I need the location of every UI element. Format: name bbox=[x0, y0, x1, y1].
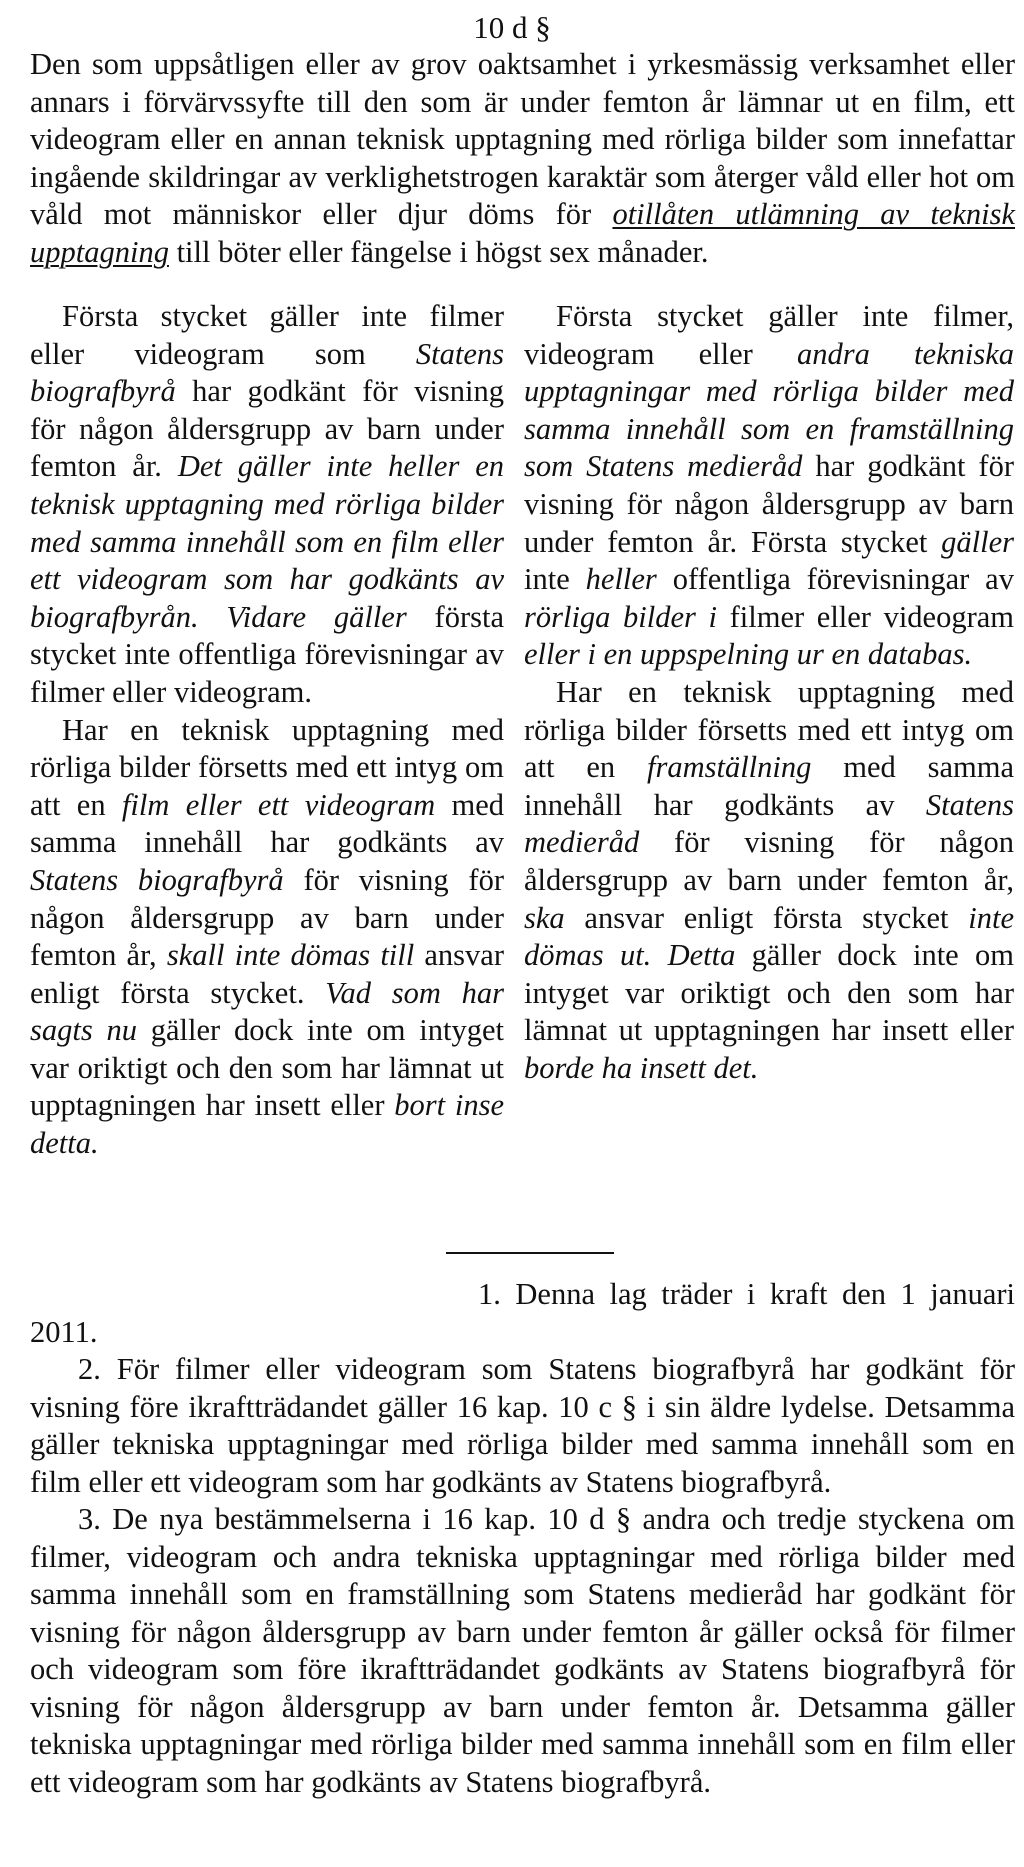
text-run-italic: Statens biografbyrå bbox=[30, 336, 504, 409]
right-paragraph-1 bbox=[524, 298, 1014, 674]
footnotes bbox=[30, 1276, 1015, 1801]
text-run-italic: film eller ett videogram bbox=[121, 787, 436, 822]
text-run-italic: ska bbox=[524, 900, 565, 935]
text-run-italic: framställning bbox=[646, 750, 812, 785]
text-run: offentliga förevisningar av bbox=[656, 562, 1014, 597]
column-current-wording bbox=[30, 298, 504, 1163]
text-run-italic: Statens biografbyrå bbox=[30, 862, 284, 897]
text-run: gäller dock inte om intyget var oriktigt och den som har lämnat ut upptagningen har insett eller bbox=[524, 938, 1014, 1048]
text-run-italic: rörliga bilder i bbox=[524, 599, 718, 634]
text-run: med samma innehåll har godkänts av bbox=[30, 787, 504, 860]
footnote-2: 2. För filmer eller videogram som Statens biografbyrå har godkänt för visning före ikraftträdandet gäller 16 kap. 10 c § i sin äldre lydelse. Detsamma gäller tekniska upptagningar med rörliga bilder med samma innehåll som en film eller ett videogram som har godkänts av Statens biografbyrå. bbox=[30, 1352, 1015, 1499]
text-run-italic: heller bbox=[585, 562, 657, 597]
text-run-italic: gäller bbox=[941, 524, 1014, 559]
text-run-italic: bort inse detta. bbox=[30, 1088, 504, 1161]
text-run-italic: eller i en uppspelning ur en databas. bbox=[524, 637, 973, 672]
text-run-italic: inte dömas ut. Detta bbox=[524, 900, 1014, 973]
text-run: för visning för någon åldersgrupp av barn under femton år, bbox=[524, 825, 1014, 897]
text-run: inte bbox=[524, 562, 586, 597]
left-paragraph-1 bbox=[30, 298, 504, 712]
text-run-italic: andra tekniska upptagningar med rörliga bilder med samma innehåll som en framställning som Statens medieråd bbox=[524, 336, 1014, 484]
text-run: har godkänt för visning för någon åldersgrupp av barn under femton år. bbox=[30, 374, 504, 484]
footnote-divider bbox=[446, 1252, 614, 1254]
text-run-italic: borde ha insett det. bbox=[524, 1050, 759, 1085]
text-run: Första stycket gäller inte filmer eller videogram som bbox=[30, 299, 504, 371]
text-run: Första stycket gäller inte filmer, videogram eller bbox=[524, 299, 1014, 371]
text-run-italic: Statens medieråd bbox=[524, 787, 1014, 860]
intro-text-after: till böter eller fängelse i högst sex månader. bbox=[168, 234, 709, 269]
text-run: filmer eller videogram bbox=[717, 599, 1015, 634]
footnote-1: 1. Denna lag träder i kraft den 1 januari 2011. bbox=[30, 1277, 1015, 1349]
intro-text-before: Den som uppsåtligen eller av grov oaktsamhet i yrkesmässig verksamhet eller annars i förvärvssyfte till den som är under femton år lämnar ut en film, ett videogram eller en annan teknisk upptagning med rörliga bilder som innefattar ingående skildringar av verklighetstrogen karaktär som återger våld eller hot om våld mot människor eller djur döms för bbox=[30, 47, 1015, 231]
text-run: ansvar enligt första stycket. bbox=[30, 938, 504, 1010]
text-run: för visning för någon åldersgrupp av barn under femton år, bbox=[30, 862, 504, 973]
column-proposed-wording bbox=[524, 298, 1014, 1087]
text-run: Har en teknisk upptagning med rörliga bilder försetts med ett intyg om att en bbox=[30, 712, 504, 822]
section-heading: 10 d § bbox=[473, 10, 551, 45]
text-run: första stycket inte offentliga förevisningar av filmer eller videogram. bbox=[30, 599, 504, 709]
intro-paragraph bbox=[30, 46, 1015, 271]
text-run: har godkänt för visning för någon åldersgrupp av barn under femton år. Första stycket bbox=[524, 449, 1014, 559]
right-paragraph-2 bbox=[524, 674, 1014, 1088]
crime-name: otillåten utlämning av teknisk upptagning bbox=[30, 197, 1016, 269]
text-run: ansvar enligt första stycket bbox=[564, 900, 969, 935]
text-run: med samma innehåll har godkänts av bbox=[524, 750, 1014, 822]
text-run: gäller dock inte om intyget var oriktigt och den som har lämnat ut upptagningen har insett eller bbox=[30, 1013, 505, 1123]
text-run-italic: skall inte dömas till bbox=[166, 938, 415, 973]
text-run-italic: Det gäller inte heller en teknisk upptagning med rörliga bilder med samma innehåll som en film eller ett videogram som har godkänts av biografbyrån. Vidare gäller bbox=[30, 449, 505, 634]
left-paragraph-2 bbox=[30, 712, 504, 1163]
text-run-italic: Vad som har sagts nu bbox=[30, 975, 505, 1048]
footnote-3: 3. De nya bestämmelserna i 16 kap. 10 d § andra och tredje styckena om filmer, videogram och andra tekniska upptagningar med rörliga bilder med samma innehåll som en framställning som Statens medieråd har godkänt för visning för någon åldersgrupp av barn under femton år gäller också för filmer och videogram som före ikraftträdandet godkänts av Statens biografbyrå för visning för någon åldersgrupp av barn under femton år. Detsamma gäller tekniska upptagningar med rörliga bilder med samma innehåll som en film eller ett videogram som har godkänts av Statens biografbyrå. bbox=[30, 1502, 1015, 1799]
text-run: Har en teknisk upptagning med rörliga bilder försetts med ett intyg om att en bbox=[524, 674, 1014, 785]
